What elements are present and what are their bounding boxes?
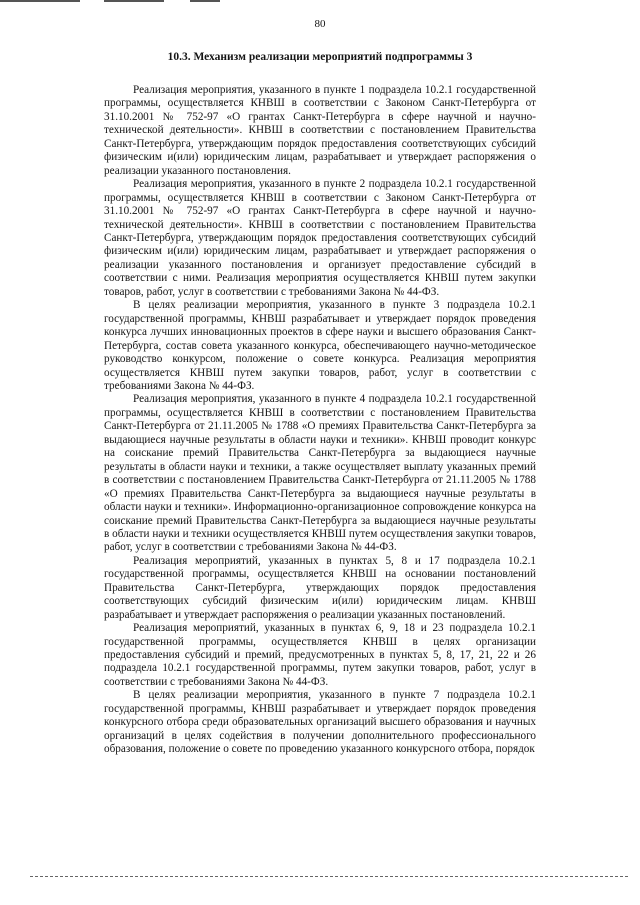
paragraph: Реализация мероприятия, указанного в пункте 4 подраздела 10.2.1 государственной программы, осуществляется КНВШ в соответствии с постановлением Правительства Санкт-Петербурга от 21.11.2005 № 1788 «О премиях Правительства Санкт-Петербурга за выдающиеся научные результаты в области науки и техники». КНВШ проводит конкурс на соискание премий Правительства Санкт-Петербурга за выдающиеся научные результаты в области науки и техники, а также осуществляет выплату указанных премий в соответствии с постановлением Правительства Санкт-Петербурга от 21.11.2005 № 1788 «О премиях Правительства Санкт-Петербурга за выдающиеся научные результаты в области науки и техники». Информационно-организационное сопровождение конкурса на соискание премий Правительства Санкт-Петербурга за выдающиеся научные результаты в области науки и техники осуществляется КНВШ путем осуществления закупки товаров, работ, услуг в соответствии с требованиями Закона № 44-ФЗ. (104, 393, 536, 554)
page-number: 80 (314, 18, 326, 30)
body-text (104, 84, 536, 757)
paragraph: Реализация мероприятия, указанного в пункте 1 подраздела 10.2.1 государственной программы, осуществляется КНВШ в соответствии с Законом Санкт-Петербурга от 31.10.2001 № 752-97 «О грантах Санкт-Петербурга в сфере научной и научно-технической деятельности». КНВШ в соответствии с постановлением Правительства Санкт-Петербурга, утверждающим порядок предоставления соответствующих субсидий физическим и(или) юридическим лицам, разрабатывает и утверждает распоряжения о реализации указанного постановления. (104, 84, 536, 177)
scan-top-edge (0, 0, 640, 3)
paragraph: Реализация мероприятий, указанных в пунктах 5, 8 и 17 подраздела 10.2.1 государственной программы, осуществляется КНВШ на основании постановлений Правительства Санкт-Петербурга, утверждающих порядок предоставления соответствующих субсидий физическим и(или) юридическим лицам. КНВШ разрабатывает и утверждает распоряжения о реализации указанных постановлений. (104, 554, 536, 621)
scan-bottom-edge (30, 876, 630, 877)
section-heading: 10.3. Механизм реализации мероприятий подпрограммы 3 (167, 51, 473, 63)
paragraph: Реализация мероприятий, указанных в пунктах 6, 9, 18 и 23 подраздела 10.2.1 государственной программы, осуществляется КНВШ в целях организации предоставления субсидий и премий, предусмотренных в пунктах 5, 8, 17, 21, 22 и 26 подраздела 10.2.1 государственной программы, путем закупки товаров, работ, услуг в соответствии с требованиями Закона № 44-ФЗ. (104, 622, 536, 688)
paragraph: В целях реализации мероприятия, указанного в пункте 3 подраздела 10.2.1 государственной программы, КНВШ разрабатывает и утверждает порядок проведения конкурса лучших инновационных проектов в сфере науки и высшего образования Санкт-Петербурга, состав совета указанного конкурса, обеспечивающего научно-методическое руководство конкурсом, положение о совете конкурса. Реализация мероприятия осуществляется КНВШ путем закупки товаров, работ, услуг в соответствии с требованиями Закона № 44-ФЗ. (104, 299, 536, 392)
paragraph: В целях реализации мероприятия, указанного в пункте 7 подраздела 10.2.1 государственной программы, КНВШ разрабатывает и утверждает порядок проведения конкурсного отбора среди образовательных организаций высшего образования и научных организаций в целях содействия в получении дополнительного профессионального образования, положение о совете по проведению указанного конкурсного отбора, порядок (104, 689, 536, 756)
paragraph: Реализация мероприятия, указанного в пункте 2 подраздела 10.2.1 государственной программы, осуществляется КНВШ в соответствии с Законом Санкт-Петербурга от 31.10.2001 № 752-97 «О грантах Санкт-Петербурга в сфере научной и научно-технической деятельности». КНВШ в соответствии с постановлением Правительства Санкт-Петербурга, утверждающим порядок предоставления соответствующих субсидий физическим и(или) юридическим лицам, разрабатывает и утверждает распоряжения о реализации указанного постановления и организует предоставление субсидий в соответствии с ними. Реализация мероприятия осуществляется КНВШ путем закупки товаров, работ, услуг в соответствии с требованиями Закона № 44-ФЗ. (104, 178, 536, 298)
